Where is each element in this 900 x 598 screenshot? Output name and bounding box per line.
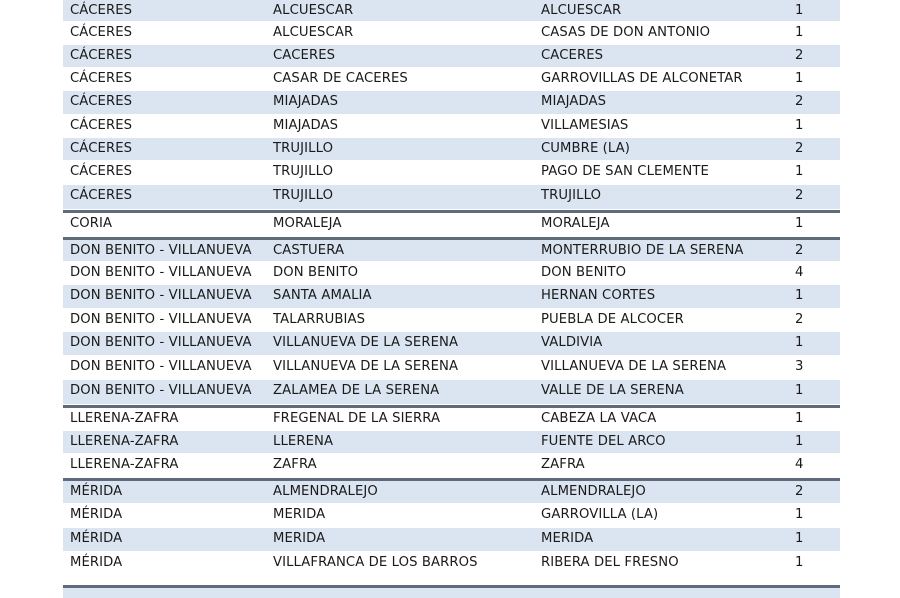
area-cell: DON BENITO - VILLANUEVA — [70, 312, 252, 327]
zone-cell: MIAJADAS — [273, 118, 339, 133]
zone-cell: VILLANUEVA DE LA SERENA — [273, 359, 459, 374]
area-cell: CÁCERES — [70, 3, 133, 18]
area-cell: CÁCERES — [70, 118, 133, 133]
area-cell: CORIA — [70, 216, 113, 231]
zone-cell: CASAR DE CACERES — [273, 71, 408, 86]
table-row — [63, 185, 840, 210]
zone-cell: VILLANUEVA DE LA SERENA — [273, 335, 459, 350]
table-row — [63, 528, 840, 552]
area-cell: CÁCERES — [70, 25, 133, 40]
locality-cell: TRUJILLO — [541, 188, 602, 203]
count-cell: 1 — [795, 118, 804, 133]
table-row — [63, 22, 840, 45]
count-cell: 1 — [795, 434, 804, 449]
count-cell: 2 — [795, 243, 804, 258]
zone-cell: LLERENA — [273, 434, 334, 449]
zone-cell: MERIDA — [273, 531, 326, 546]
locality-cell: CABEZA LA VACA — [541, 411, 657, 426]
locality-cell: CUMBRE (LA) — [541, 141, 631, 156]
cut-off-row — [63, 585, 840, 598]
zone-cell: ALMENDRALEJO — [273, 484, 378, 499]
count-cell: 1 — [795, 531, 804, 546]
locality-cell: HERNAN CORTES — [541, 288, 656, 303]
table-row — [63, 237, 840, 262]
count-cell: 2 — [795, 188, 804, 203]
table-row — [63, 115, 840, 138]
locality-cell: VILLAMESIAS — [541, 118, 629, 133]
area-cell: LLERENA-ZAFRA — [70, 457, 179, 472]
area-cell: CÁCERES — [70, 48, 133, 63]
locality-cell: DON BENITO — [541, 265, 627, 280]
area-cell: DON BENITO - VILLANUEVA — [70, 383, 252, 398]
area-cell: CÁCERES — [70, 94, 133, 109]
area-cell: MÉRIDA — [70, 507, 123, 522]
area-cell: CÁCERES — [70, 71, 133, 86]
count-cell: 1 — [795, 288, 804, 303]
area-cell: DON BENITO - VILLANUEVA — [70, 335, 252, 350]
table-row — [63, 552, 840, 576]
locality-cell: PAGO DE SAN CLEMENTE — [541, 164, 709, 179]
locality-cell: GARROVILLAS DE ALCONETAR — [541, 71, 743, 86]
area-cell: MÉRIDA — [70, 531, 123, 546]
data-table — [63, 0, 840, 576]
table-row — [63, 431, 840, 454]
area-cell: CÁCERES — [70, 164, 133, 179]
area-cell: MÉRIDA — [70, 555, 123, 570]
count-cell: 1 — [795, 411, 804, 426]
count-cell: 2 — [795, 48, 804, 63]
locality-cell: VALLE DE LA SERENA — [541, 383, 684, 398]
zone-cell: TRUJILLO — [273, 164, 334, 179]
area-cell: CÁCERES — [70, 188, 133, 203]
table-row — [63, 138, 840, 161]
locality-cell: CASAS DE DON ANTONIO — [541, 25, 711, 40]
zone-cell: SANTA AMALIA — [273, 288, 372, 303]
table-row — [63, 68, 840, 91]
table-row — [63, 91, 840, 115]
locality-cell: ZAFRA — [541, 457, 585, 472]
zone-cell: ALCUESCAR — [273, 25, 354, 40]
zone-cell: CASTUERA — [273, 243, 345, 258]
locality-cell: MIAJADAS — [541, 94, 607, 109]
area-cell: MÉRIDA — [70, 484, 123, 499]
locality-cell: VALDIVIA — [541, 335, 603, 350]
zone-cell: TALARRUBIAS — [273, 312, 366, 327]
count-cell: 1 — [795, 383, 804, 398]
count-cell: 1 — [795, 507, 804, 522]
table-row — [63, 285, 840, 309]
area-cell: CÁCERES — [70, 141, 133, 156]
locality-cell: RIBERA DEL FRESNO — [541, 555, 679, 570]
locality-cell: MORALEJA — [541, 216, 610, 231]
table-row — [63, 478, 840, 504]
zone-cell: DON BENITO — [273, 265, 359, 280]
zone-cell: VILLAFRANCA DE LOS BARROS — [273, 555, 478, 570]
zone-cell: MIAJADAS — [273, 94, 339, 109]
locality-cell: MONTERRUBIO DE LA SERENA — [541, 243, 744, 258]
table-row — [63, 504, 840, 528]
count-cell: 4 — [795, 457, 804, 472]
zone-cell: TRUJILLO — [273, 141, 334, 156]
zone-cell: TRUJILLO — [273, 188, 334, 203]
locality-cell: MERIDA — [541, 531, 594, 546]
locality-cell: ALMENDRALEJO — [541, 484, 646, 499]
locality-cell: PUEBLA DE ALCOCER — [541, 312, 684, 327]
area-cell: LLERENA-ZAFRA — [70, 434, 179, 449]
zone-cell: MORALEJA — [273, 216, 342, 231]
zone-cell: MERIDA — [273, 507, 326, 522]
table-row — [63, 380, 840, 405]
table-row — [63, 356, 840, 380]
table-row — [63, 309, 840, 332]
table-row — [63, 332, 840, 356]
count-cell: 2 — [795, 484, 804, 499]
count-cell: 1 — [795, 3, 804, 18]
area-cell: LLERENA-ZAFRA — [70, 411, 179, 426]
zone-cell: ALCUESCAR — [273, 3, 354, 18]
table-row — [63, 161, 840, 185]
table-row — [63, 210, 840, 237]
zone-cell: ZAFRA — [273, 457, 317, 472]
table-row — [63, 45, 840, 68]
count-cell: 1 — [795, 216, 804, 231]
locality-cell: CACERES — [541, 48, 604, 63]
locality-cell: GARROVILLA (LA) — [541, 507, 659, 522]
table-row — [63, 405, 840, 431]
count-cell: 1 — [795, 164, 804, 179]
count-cell: 1 — [795, 71, 804, 86]
area-cell: DON BENITO - VILLANUEVA — [70, 243, 252, 258]
zone-cell: FREGENAL DE LA SIERRA — [273, 411, 441, 426]
area-cell: DON BENITO - VILLANUEVA — [70, 265, 252, 280]
count-cell: 2 — [795, 141, 804, 156]
count-cell: 2 — [795, 94, 804, 109]
table-row — [63, 454, 840, 478]
locality-cell: FUENTE DEL ARCO — [541, 434, 666, 449]
area-cell: DON BENITO - VILLANUEVA — [70, 359, 252, 374]
count-cell: 1 — [795, 555, 804, 570]
area-cell: DON BENITO - VILLANUEVA — [70, 288, 252, 303]
count-cell: 3 — [795, 359, 804, 374]
count-cell: 2 — [795, 312, 804, 327]
table-row — [63, 262, 840, 285]
count-cell: 1 — [795, 25, 804, 40]
count-cell: 1 — [795, 335, 804, 350]
zone-cell: ZALAMEA DE LA SERENA — [273, 383, 440, 398]
locality-cell: ALCUESCAR — [541, 3, 622, 18]
locality-cell: VILLANUEVA DE LA SERENA — [541, 359, 727, 374]
zone-cell: CACERES — [273, 48, 336, 63]
count-cell: 4 — [795, 265, 804, 280]
table-row — [63, 0, 840, 22]
